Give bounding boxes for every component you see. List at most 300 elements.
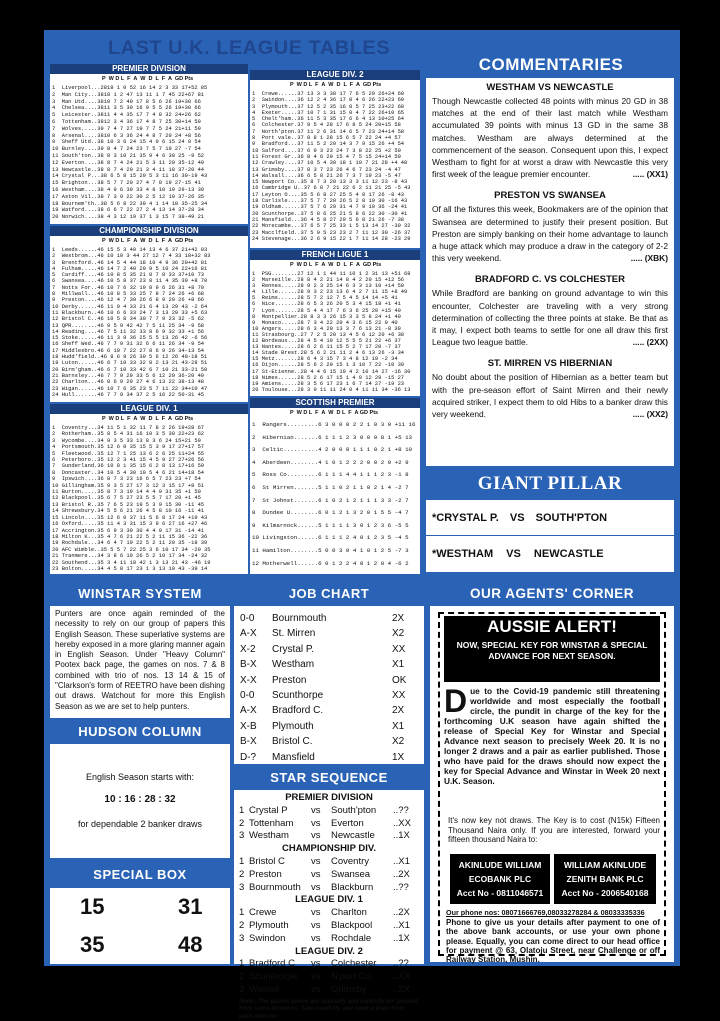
- scottish-row: 6 St Mirren.......5 1 1 0 2 1 1 0 2 1 4 -2 7: [252, 483, 409, 491]
- star-away: South'pton: [331, 804, 377, 816]
- premier-row: 13 Newcastle..38 8 7 4 20 21 3 4 11 18 37-20 44: [52, 166, 205, 173]
- job-result: 1X: [392, 751, 405, 763]
- div2-row: 21 Mansfield...36 4 5 8 27 29 5 6 8 21 26 -7 38: [252, 216, 405, 223]
- star-result: ..2X: [393, 907, 410, 919]
- job-result: XX: [392, 690, 406, 702]
- agents-body-text: ue to the Covid-19 pandemic still threatening worldwide and most especially the football circle, the pundit in charge of the key for the forthcoming U.K season have again shifted the release of Special Key for Winstar and Special Advance next season to precisely Week 20. It is no longer 2 draws and a pair as earlier published. Those who have paid for the draws should now expect the key for Special Advance and Winstar in Week 20 next U.K. Season.: [444, 686, 660, 786]
- commentary-signature: ..... (XX2): [632, 409, 668, 420]
- star-row: [239, 818, 419, 831]
- job-result: X1: [392, 720, 405, 732]
- french-row: 10 Angers.....28 6 3 4 20 13 3 7 6 13 21 -8 39: [252, 325, 401, 332]
- div1-cols: P W D L F A W D L F A GD Pts: [102, 416, 194, 422]
- star-away: Blackpool: [331, 919, 373, 931]
- giant-team-a-1: *CRYSTAL P.: [432, 512, 499, 524]
- commentary-text: Though Newcastle collected 48 points with minus 20 GD in 38 matches at the end of their last match while Westham accumulated 39 points with minus 13 GD in the same 38 matches. Westham are always determined at the commencement of the season. Consequent upon this, I expect Westham to fight for at worst a draw with Newcastle this very first week of the league premier encounter.: [432, 96, 668, 180]
- french-row: 5 Reims......28 5 7 2 12 7 5 4 5 14 14 +5 41: [252, 295, 398, 302]
- star-vs: vs: [311, 855, 321, 867]
- star-home: Tottenham: [249, 817, 294, 829]
- star-vs: vs: [311, 932, 321, 944]
- french-title: FRENCH LIGUE 1: [250, 250, 420, 260]
- div2-row: 16 Cambridge U..37 6 8 7 21 22 6 2 11 21 25 -5 43: [252, 185, 411, 192]
- job-team: Westham: [272, 659, 315, 671]
- agents-body-2: It's now key not draws. The Key is to cost (N15k) Fifteen Thousand Naira only. If you are interested, forward your fifteen thousand Naira to:: [448, 816, 660, 844]
- french-rows: [250, 271, 420, 393]
- premier-row: 12 Everton....38 8 7 4 24 21 5 3 11 20 35-12 49: [52, 159, 205, 166]
- star-vs: vs: [311, 971, 321, 983]
- job-code: B-X: [240, 736, 257, 748]
- div1-row: 10 Gillingham.35 9 3 5 27 17 3 12 3 15 17 +8 51: [52, 482, 205, 489]
- premier-title: PREMIER DIVISION: [50, 64, 248, 74]
- job-code: B-X: [240, 659, 257, 671]
- star-result: ..XX: [393, 817, 411, 829]
- job-row: [240, 734, 418, 749]
- hudson-line-2: for dependable 2 banker draws: [77, 819, 203, 829]
- div1-row: 2 Rotherham..35 8 5 4 31 16 10 3 5 30 22+23 62: [52, 431, 205, 438]
- champ-row: 21 Barnsley...46 7 7 9 29 33 5 6 12 20 36-20 49: [52, 372, 205, 379]
- star-home: Swindon: [249, 932, 286, 944]
- div2-table: [250, 70, 420, 248]
- scottish-row: 7 St Johnst.......6 1 0 2 1 2 1 1 1 3 3 -2 7: [252, 496, 409, 504]
- div2-row: 9 Bradford...37 11 5 2 20 14 3 7 9 15 26 +4 54: [252, 141, 405, 148]
- scottish-row: 2 Hibernian.......6 1 1 1 2 3 0 0 0 8 1 +5 13: [252, 433, 413, 441]
- star-home: Walsall: [249, 983, 280, 995]
- div2-row: 20 Scunthorpe..37 5 8 6 25 21 5 8 6 22 30 -30 41: [252, 210, 408, 217]
- star-row: [239, 856, 419, 869]
- french-row: 17 St-Etienne..28 4 4 6 15 19 4 2 10 14 27 -16 30: [252, 368, 411, 375]
- star-row: [239, 984, 419, 997]
- champ-row: 13 QPR........46 9 5 9 42 42 7 5 11 25 34 -9 58: [52, 322, 205, 329]
- commentaries-title: COMMENTARIES: [478, 55, 624, 74]
- star-vs: vs: [311, 817, 321, 829]
- job-team: Scunthorpe: [272, 690, 324, 702]
- champ-row: 19 Luton......46 6 7 10 33 32 8 2 13 21 43-28 51: [52, 360, 208, 367]
- bank-card-1: [450, 854, 550, 904]
- premier-row: 4 Chelsea....3811 3 5 30 16 9 5 5 26 19+30 66: [52, 105, 201, 112]
- giant-team-b-1: SOUTH'PTON: [535, 512, 608, 524]
- bank1-acct: Acct No - 0811046571: [456, 888, 544, 898]
- french-row: 2 Marseille..28 8 4 2 21 14 8 4 2 20 15 +12 56: [252, 277, 405, 284]
- job-code: X-B: [240, 720, 257, 732]
- scottish-row: 4 Aberdeen........4 1 0 1 2 2 2 0 0 2 0 +2 9: [252, 458, 409, 466]
- winstar-box: [50, 606, 230, 718]
- french-row: 15 Metz.......28 6 4 3 15 7 3 4 8 12 19 -2 34: [252, 356, 398, 363]
- scottish-row: 1 Rangers.........6 3 0 0 8 2 2 1 0 3 0 +11 16: [252, 421, 416, 428]
- star-result: ..2X: [393, 868, 410, 880]
- div1-row: 21 Tranmere...34 3 8 6 19 26 5 2 10 17 34 -24 32: [52, 553, 208, 560]
- winstar-body: Punters are once again reminded of the necessity to rely on our group of papers this English Season. These superlative systems are hereby exposed in a more glaring manner again in English Season. Under "Heavy Column" Pootex back page, the games on nos. 7 & 8 combined with trio of nos. 13 14 & 15 of "Clarkson's form of REETRO have been dishing out draws. Watchout for more this English Season as we are set to help punters.: [55, 609, 225, 711]
- job-row: [240, 719, 418, 734]
- job-team: St. Mirren: [272, 628, 316, 640]
- star-home: Bradford C: [249, 958, 295, 970]
- commentary-body: [432, 203, 668, 264]
- premier-row: 2 Man City...3818 1 2 47 13 11 1 7 45 22+67 81: [52, 91, 205, 98]
- french-row: 16 Dijon......28 5 6 2 20 15 1 3 10 7 22 -10 30: [252, 362, 405, 369]
- div1-row: 9 Ipswich....36 8 7 3 23 16 6 5 7 23 23 +7 54: [52, 476, 201, 483]
- premier-row: 6 Tottenham..3812 3 4 36 17 4 8 7 25 30+14 59: [52, 118, 201, 125]
- job-team: Mansfield: [272, 751, 315, 763]
- star-num: 2: [239, 971, 245, 983]
- championship-rows: [50, 247, 248, 398]
- star-result: ..??: [393, 804, 409, 816]
- div2-row: 3 Plymouth...37 12 5 2 35 16 8 5 7 25 23+22 68: [252, 103, 405, 110]
- job-chart-title: JOB CHART: [288, 586, 370, 601]
- agents-box: [430, 606, 674, 965]
- giant-line-1: [426, 500, 674, 536]
- star-result: ..X1: [393, 919, 410, 931]
- premier-row: 3 Man Utd....3810 7 2 40 17 8 5 6 26 19+30 66: [52, 98, 201, 105]
- star-group-title: LEAGUE DIV. 1: [295, 894, 363, 906]
- job-code: A-X: [240, 628, 257, 640]
- champ-row: 12 Bristol C..46 10 5 8 34 30 7 7 9 23 32 -5 62: [52, 316, 205, 323]
- job-result: OK: [392, 674, 407, 686]
- div2-row: 17 Leyton O....35 5 6 8 27 25 5 4 8 17 26 -8 43: [252, 191, 405, 198]
- div2-title: LEAGUE DIV. 2: [250, 70, 420, 80]
- star-result: ..XX: [393, 971, 411, 983]
- star-home: Bournmouth: [249, 881, 301, 893]
- scottish-row: 12 Motherwell......6 0 1 2 2 4 0 1 2 0 4 -6 2: [252, 559, 409, 567]
- star-vs: vs: [311, 983, 321, 995]
- scottish-row: 10 Livingston......6 1 1 1 2 4 0 1 2 3 5 -4 5: [252, 534, 409, 542]
- div2-row: 2 Swindon....36 12 2 4 36 17 8 4 6 26 22+23 69: [252, 97, 405, 104]
- star-result: ..??: [393, 958, 409, 970]
- giant-team-a-2: *WESTHAM: [432, 548, 494, 560]
- star-num: 1: [239, 958, 245, 970]
- job-team: Bournmouth: [272, 613, 327, 624]
- job-code: X-2: [240, 643, 256, 655]
- agents-footer: Phone to give us your details after payment to one of the above bank accounts, or use your own phone please. Equally, you can come direct to our head office for payment @ 63, Olatoju Street, near Challenge or off Railway Station, Mushin.: [446, 918, 660, 965]
- french-row: 4 Lille......28 9 3 2 23 13 6 4 2 7 11 15 +8 49: [252, 289, 408, 296]
- star-group-title: PREMIER DIVISION: [285, 792, 373, 803]
- premier-row: 16 Westham....38 4 9 6 30 33 4 8 10 19 29-13 39: [52, 186, 205, 193]
- newspaper-page: [44, 30, 680, 1020]
- star-num: 2: [239, 919, 245, 931]
- star-num: 1: [239, 804, 245, 816]
- div2-row: 10 Salford....37 6 9 3 23 24 7 3 8 22 25 +2 50: [252, 147, 401, 154]
- job-result: X2: [392, 736, 405, 748]
- star-away: Colchester: [331, 958, 377, 970]
- star-away: Blackburn: [331, 881, 374, 893]
- giant-team-b-2: NEWCASTLE: [533, 548, 604, 560]
- star-vs: vs: [311, 830, 321, 842]
- special-num-3: 35: [80, 932, 105, 957]
- job-row: [240, 688, 418, 703]
- star-vs: vs: [311, 868, 321, 880]
- div1-row: 14 Shrewsbury.34 5 5 6 21 26 4 5 8 10 16 -11 41: [52, 508, 205, 515]
- bank-card-2: [554, 854, 656, 904]
- job-result: 2X: [392, 613, 405, 624]
- winstar-title: WINSTAR SYSTEM: [78, 586, 202, 601]
- bank2-acct: Acct No - 2006540168: [561, 888, 649, 898]
- champ-row: 4 Fulham.....46 14 7 2 40 20 9 5 10 24 22+16 81: [52, 265, 208, 272]
- job-row: [240, 750, 418, 765]
- commentary-list: [432, 82, 668, 420]
- div2-row: 1 Crewe......37 13 3 3 38 17 7 6 5 29 26+24 69: [252, 91, 405, 97]
- champ-row: 10 Derby......46 11 9 4 33 21 6 4 13 29 43 -2 64: [52, 303, 208, 310]
- star-num: 2: [239, 868, 245, 880]
- job-code: A-X: [240, 705, 257, 717]
- champ-row: 5 Cardiff....46 10 8 5 35 21 8 7 8 33 37+10 73: [52, 272, 205, 279]
- french-table: [250, 250, 420, 396]
- premier-row: 8 Arsenal....3810 6 3 36 24 4 8 7 20 24 +8 56: [52, 132, 201, 139]
- div2-cols: P W D L F A W D L F A GD Pts: [290, 82, 382, 88]
- star-group-title: CHAMPIONSHIP DIV.: [282, 843, 376, 855]
- star-sequence-groups: [239, 792, 419, 997]
- champ-row: 11 Blackburn..46 10 6 6 33 24 7 3 13 29 33 +5 63: [52, 309, 208, 316]
- job-chart-rows: [240, 611, 418, 765]
- commentary-signature: ..... (XBK): [630, 253, 668, 264]
- scottish-row: 3 Celtic..........4 2 0 0 8 1 1 1 0 2 1 +8 10: [252, 446, 413, 454]
- commentary-signature: ..... (2XX): [632, 337, 668, 348]
- star-result: ..X1: [393, 855, 410, 867]
- special-num-4: 48: [178, 932, 203, 957]
- star-away: Charlton: [331, 907, 367, 919]
- french-row: 1 PSG........27 12 1 1 44 11 10 1 2 31 13 +51 68: [252, 271, 411, 277]
- star-vs: vs: [311, 958, 321, 970]
- champ-row: 15 Stoke......46 11 3 9 36 25 5 5 13 26 42 -6 56: [52, 335, 208, 342]
- champ-row: 2 Westbrom...46 10 10 3 44 27 12 7 4 33 18+32 83: [52, 253, 211, 260]
- div2-row: 8 Port vale..37 8 8 1 28 15 6 5 7 22 24 +4 57: [252, 135, 401, 142]
- star-home: Scunthorpe: [249, 971, 298, 983]
- champ-row: 8 Millwall...46 10 8 5 33 25 7 8 7 24 26 +6 68: [52, 291, 205, 298]
- commentary-body: [432, 95, 668, 180]
- div1-table: [50, 404, 248, 574]
- star-away: Newcastle: [331, 830, 375, 842]
- french-row: 11 Strasbourg..27 7 2 5 20 13 4 5 6 12 20 +6 38: [252, 331, 405, 338]
- champ-row: 3 Brentford..46 14 5 4 44 18 10 4 9 36 20+42 81: [52, 259, 208, 266]
- champ-row: 14 Reading....46 7 5 11 32 33 8 6 9 32 33 +1 56: [52, 328, 205, 335]
- star-num: 3: [239, 983, 245, 995]
- job-result: 2X: [392, 705, 405, 717]
- div2-row: 11 Forest Gr..36 8 4 6 20 15 4 7 5 15 24+14 50: [252, 153, 401, 160]
- star-sequence-title: STAR SEQUENCE: [270, 770, 388, 785]
- div1-row: 5 Fleetwood..35 12 7 1 25 13 6 2 6 25 11+24 55: [52, 450, 205, 457]
- div2-row: 24 Stevenage...36 2 6 9 15 22 1 7 11 14 28 -23 29: [252, 235, 411, 242]
- special-num-1: 15: [80, 894, 105, 919]
- aussie-alert-heading: AUSSIE ALERT!: [487, 617, 617, 636]
- div2-row: 5 Chelt'ham..36 11 5 3 35 17 6 6 4 13 10+25 64: [252, 116, 405, 123]
- star-row: [239, 971, 419, 984]
- page-title: LAST U.K. LEAGUE TABLES: [107, 38, 391, 59]
- scottish-row: 11 Hamilton........5 0 0 3 0 4 1 0 1 2 5 -7 3: [252, 546, 409, 554]
- bank1-name: AKINLUDE WILLIAM: [458, 860, 542, 870]
- french-row: 12 Bordeaux...28 4 5 4 19 12 5 5 5 21 22 +6 37: [252, 338, 401, 345]
- star-home: Westham: [249, 830, 289, 842]
- giant-pillar-title: GIANT PILLAR: [477, 473, 623, 494]
- job-team: Crystal P.: [272, 643, 315, 655]
- agents-drop-cap: D: [444, 683, 468, 719]
- champ-row: 20 Birm'gham..46 6 7 10 33 42 6 7 10 21 33-21 50: [52, 366, 208, 373]
- premier-row: 1 Liverpool...2818 1 0 52 16 14 2 3 33 17+52 85: [52, 85, 208, 91]
- premier-row: 11 South'ton..38 8 3 10 21 35 9 4 6 30 25 -9 52: [52, 152, 205, 159]
- star-away: Coventry: [331, 855, 370, 867]
- hudson-line-1: English Season starts with:: [85, 772, 195, 782]
- div1-row: 22 Southend...35 3 4 11 18 42 1 3 13 21 43 -46 19: [52, 559, 211, 566]
- job-row: [240, 657, 418, 672]
- french-row: 20 Toulouse...28 3 0 11 11 24 0 4 11 11 34 -36 13: [252, 386, 411, 393]
- star-away: N'port Co: [331, 971, 371, 983]
- star-away: Swansea: [331, 868, 371, 880]
- premier-row: 14 Crystal P...38 6 5 8 15 20 5 3 11 16 30-19 43: [52, 173, 208, 180]
- champ-row: 1 Leeds......46 15 5 3 40 14 13 4 6 37 21+42 93: [52, 247, 208, 253]
- french-row: 14 Stade Brest.28 5 6 2 21 11 2 4 6 13 26 -3 34: [252, 350, 405, 357]
- scottish-cols: P W D L F A W D L F A GD Pts: [290, 410, 379, 416]
- star-home: Crewe: [249, 907, 277, 919]
- star-row: [239, 958, 419, 971]
- french-row: 13 Nantes.....28 6 2 6 11 15 5 2 7 17 20 -7 37: [252, 344, 401, 351]
- div2-rows: [250, 91, 420, 242]
- french-row: 7 Lyon.......28 5 4 4 17 7 6 3 6 25 20 +15 40: [252, 307, 401, 314]
- commentary-text: No doubt about the position of Hibernian as a better team but with the pre-season effort of Saint Mirren and their newly acquired striker, I expect them to old Hibs to a banker draw this very weekend.: [432, 372, 668, 420]
- premier-row: 18 Bournem'th..38 5 6 8 22 30 4 1 14 18 35-25 34: [52, 200, 208, 207]
- star-result: ..2X: [393, 983, 410, 995]
- commentary-body: [432, 371, 668, 420]
- div1-row: 4 Portsmouth.35 12 6 0 35 15 5 3 9 17 27+17 57: [52, 444, 205, 451]
- star-row: [239, 805, 419, 818]
- div1-row: 1 Coventry...34 11 5 1 32 11 7 8 2 26 19+28 67: [52, 425, 205, 431]
- div1-row: 6 Peterboro..35 12 2 3 41 15 4 5 9 27 27+26 56: [52, 457, 205, 464]
- star-sequence-box: [234, 790, 424, 1020]
- div2-row: 13 Grimsby....37 8 3 7 23 26 4 6 7 23 24 -4 47: [252, 166, 401, 173]
- star-result: ..1X: [393, 932, 410, 944]
- div2-row: 23 Macclfield..37 5 9 5 23 23 2 7 11 12 30 -26 37: [252, 229, 411, 236]
- hudson-box: [50, 744, 230, 858]
- div1-row: 13 Bristol R..35 7 6 5 23 19 5 3 9 15 30 -11 45: [52, 501, 205, 508]
- commentary-heading: WESTHAM VS NEWCASTLE: [486, 82, 614, 93]
- bank2-name: WILLIAM AKINLUDE: [563, 860, 647, 870]
- french-row: 9 Monaco.....28 7 3 4 22 20 4 3 6 15 22 0 40: [252, 319, 398, 326]
- premier-cols: P W D L F A W D L F A GD Pts: [102, 76, 194, 82]
- div1-row: 17 Accrington.35 6 9 3 30 30 4 4 9 17 31 -14 41: [52, 527, 205, 534]
- special-num-2: 31: [178, 894, 203, 919]
- star-home: Plymouth: [249, 919, 289, 931]
- div2-row: 15 Newport Co..35 8 7 3 20 13 3 3 11 12 23 -8 43: [252, 179, 408, 186]
- premier-row: 7 Wolves.....39 7 4 7 27 19 7 7 5 24 21+11 59: [52, 125, 201, 132]
- job-team: Preston: [272, 674, 307, 686]
- job-code: 0-0: [240, 690, 255, 702]
- hudson-title: HUDSON COLUMN: [78, 724, 202, 739]
- champ-row: 17 Middlesbro.46 6 10 7 22 27 8 6 9 26 34-13 54: [52, 347, 205, 354]
- premier-row: 5 Leicester..3811 4 4 35 17 7 4 8 32 24+26 62: [52, 112, 201, 119]
- champ-row: 18 Hudd'field..46 8 6 9 26 30 5 6 12 26 40-18 51: [52, 354, 208, 361]
- job-team: Bristol C.: [272, 736, 313, 748]
- job-row: [240, 626, 418, 641]
- champ-row: 16 Sheff Wed..46 7 7 9 31 32 6 6 11 26 34 -9 54: [52, 341, 205, 348]
- scottish-rows: [250, 419, 420, 570]
- champ-row: 24 Hull.......46 7 7 9 34 37 2 5 16 22 50-31 45: [52, 391, 205, 398]
- premier-row: 10 Burnley....39 8 4 7 24 23 7 5 7 19 27 -7 54: [52, 146, 201, 153]
- star-result: ..??: [393, 881, 409, 893]
- star-row: [239, 830, 419, 843]
- star-vs: vs: [311, 804, 321, 816]
- premier-row: 20 Norwich....38 4 3 12 19 37 1 3 15 7 38-49 21: [52, 214, 205, 221]
- french-cols: P W D L F A W D L F A GD Pts: [290, 262, 382, 268]
- giant-line-2: [426, 536, 674, 572]
- div2-row: 18 Carlisle....37 5 7 7 20 26 5 2 8 19 30 -16 43: [252, 198, 408, 205]
- star-num: 1: [239, 907, 245, 919]
- scottish-table: [250, 398, 420, 574]
- job-chart-box: [234, 606, 424, 764]
- div1-row: 7 Sunderland.36 10 8 1 35 15 6 2 8 13 17+16 59: [52, 463, 205, 470]
- star-away: Grimsby: [331, 983, 367, 995]
- champ-row: 7 Notts For..46 10 7 6 32 19 8 9 6 26 31 +8 70: [52, 284, 205, 291]
- french-row: 18 Nimes......28 5 2 6 17 15 1 4 9 12 29 -15 27: [252, 374, 405, 381]
- french-row: 19 Amiens.....28 3 5 6 17 23 1 6 7 14 27 -19 23: [252, 380, 405, 387]
- job-team: Plymouth: [272, 720, 314, 732]
- star-result: ..1X: [393, 830, 410, 842]
- job-code: D-?: [240, 751, 257, 763]
- commentaries-box: [426, 78, 674, 466]
- job-row: [240, 642, 418, 657]
- giant-vs-1: VS: [509, 512, 525, 524]
- div2-row: 7 North'pton.37 11 2 6 31 14 6 5 7 23 24+14 58: [252, 128, 405, 135]
- scottish-row: 5 Ross Co.........6 1 1 1 4 4 1 1 1 2 3 -1 8: [252, 471, 409, 479]
- div1-row: 16 Oxford.....35 11 4 3 31 15 3 9 6 27 16 +27 46: [52, 521, 208, 528]
- star-vs: vs: [311, 907, 321, 919]
- premier-row: 9 Sheff Utd..38 10 3 6 24 15 4 9 6 15 24 0 54: [52, 139, 201, 146]
- aussie-alert-sub: NOW, SPECIAL KEY FOR WINSTAR & SPECIAL ADVANCE FOR NEXT SEASON.: [456, 640, 648, 661]
- champ-row: 22 Charlton...46 8 6 9 29 27 4 6 13 22 38-13 48: [52, 379, 205, 386]
- star-note: Note:- The games above are specially and carefully pin pointed from some divisions. Take carefully and hook a draw from each division: [239, 998, 419, 1020]
- special-box-title: SPECIAL BOX: [93, 867, 187, 882]
- div2-row: 19 Oldham......37 5 7 6 29 31 4 7 9 19 36 -24 41: [252, 204, 408, 211]
- div1-title: LEAGUE DIV. 1: [50, 404, 248, 414]
- agents-body: [444, 683, 660, 786]
- div1-row: 19 Rochdale...34 6 4 7 19 22 5 2 11 20 35 -18 39: [52, 540, 208, 547]
- star-num: 2: [239, 817, 245, 829]
- commentary-heading: ST. MIRREN VS HIBERNIAN: [487, 358, 613, 370]
- job-code: X-X: [240, 674, 257, 686]
- job-team: Bradford C.: [272, 705, 324, 717]
- premier-table: [50, 64, 248, 224]
- star-vs: vs: [311, 919, 321, 931]
- commentary-text: While Bradford are banking on ground advantage to win this encounter, Colchester are traveling with a very strong determination of collecting the three points at stake. Be that as it may, I expect both teams to settle for one all draw this first League two league battle.: [432, 288, 668, 348]
- star-num: 3: [239, 830, 245, 842]
- commentary-body: [432, 287, 668, 348]
- div1-row: 20 AFC Wimble..35 5 5 7 22 25 3 6 10 17 34 -20 35: [52, 546, 211, 553]
- job-result: X1: [392, 659, 405, 671]
- job-row: [240, 611, 418, 626]
- championship-table: [50, 226, 248, 402]
- hudson-numbers: 10 : 16 : 28 : 32: [104, 794, 176, 805]
- div1-row: 11 Burton.....35 8 7 3 19 14 4 4 9 31 35 +1 50: [52, 489, 201, 496]
- div1-row: 23 Bolton.....34 4 5 8 17 23 1 3 13 10 43 -39 14: [52, 565, 208, 572]
- premier-row: 17 Aston Vil..38 7 3 9 22 30 2 5 12 19 37-26 35: [52, 193, 205, 200]
- div2-row: 12 Crawley....37 10 5 4 30 18 1 10 7 21 28 +4 48: [252, 160, 408, 167]
- job-result: XX: [392, 643, 406, 655]
- job-row: [240, 703, 418, 718]
- commentary-signature: ..... (XX1): [632, 169, 668, 180]
- div1-row: 3 Wycombe....34 9 3 5 33 13 8 3 6 24 15+21 59: [52, 437, 201, 444]
- star-vs: vs: [311, 881, 321, 893]
- star-away: Rochdale: [331, 932, 372, 944]
- commentary-text: Of all the fixtures this week, Bookmakers are of the opinion that Swansea are determined to justify their present position. But Preston are simply banking on their home advantage to launch a huge attack which may produce a draw in the category of 2-2 this very weekend.: [432, 204, 668, 264]
- champ-row: 9 Preston....46 12 4 7 39 26 6 8 9 20 26 +8 66: [52, 297, 205, 304]
- star-num: 3: [239, 881, 245, 893]
- div1-row: 18 Milton K...35 4 7 6 21 22 5 2 11 15 36 -22 36: [52, 533, 208, 540]
- div2-row: 4 Exeter.....37 10 7 1 31 15 8 4 7 22 26+10 65: [252, 109, 405, 116]
- scottish-title: SCOTTISH PREMIER: [250, 398, 420, 408]
- star-row: [239, 869, 419, 882]
- premier-rows: [50, 85, 248, 221]
- star-row: [239, 933, 419, 946]
- star-row: [239, 920, 419, 933]
- div2-row: 22 Morecambe...37 6 5 7 25 33 1 5 13 14 27 -30 32: [252, 223, 411, 230]
- job-code: 0-0: [240, 613, 255, 624]
- commentary-heading: PRESTON VS SWANSEA: [494, 190, 606, 202]
- giant-pillar-box: [426, 500, 674, 572]
- star-home: Bristol C: [249, 855, 285, 867]
- champ-row: 23 Wigan......46 10 7 6 35 23 5 7 11 22 34+10 47: [52, 385, 208, 392]
